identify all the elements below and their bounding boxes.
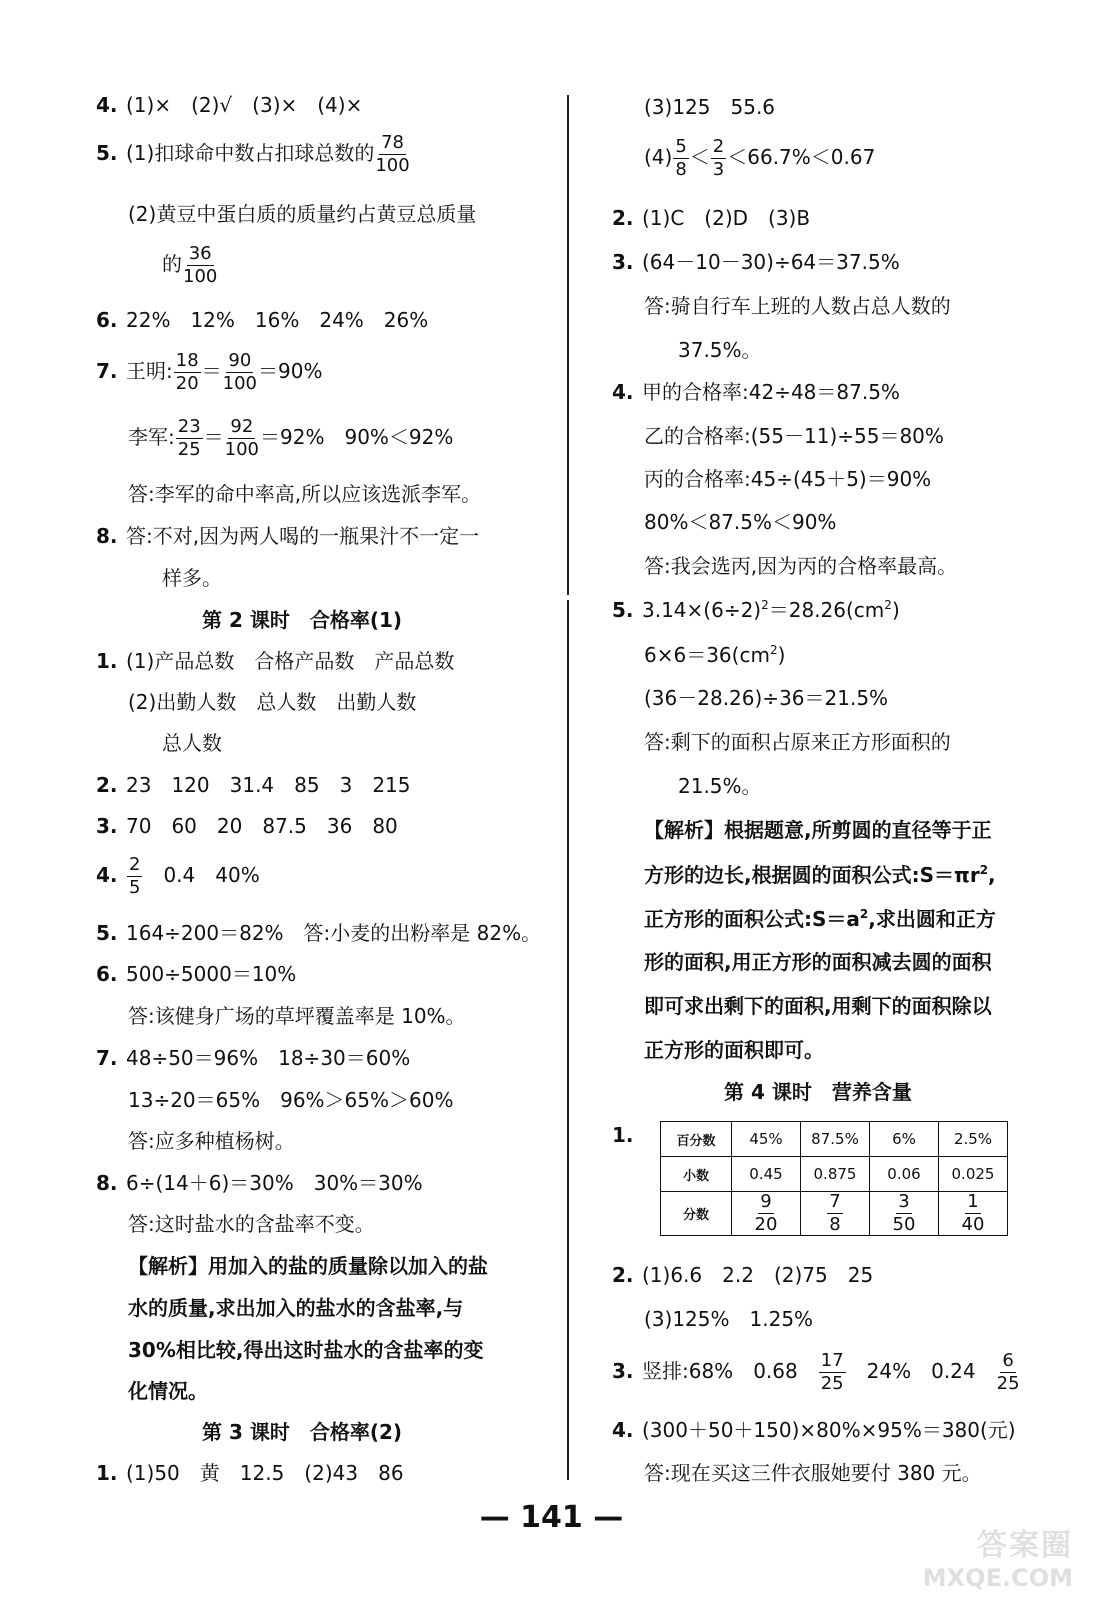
item-number: 3.: [612, 250, 634, 274]
conversion-table: [660, 1121, 1008, 1236]
fraction: $\frac{3}{50}$: [892, 1191, 916, 1235]
r4-answer-3: 3. 竖排:68% 0.68 $\frac{17}{25}$ 24% 0.24 $\frac{6}{25}$: [612, 1350, 1020, 1394]
r-analysis-line-3: 正方形的面积公式$:S=a^2$,求出圆和正方: [644, 907, 996, 931]
r-answer-5-line2: $6\times 6=36(cm^2)$: [644, 643, 786, 667]
watermark-logo: 答案圈: [977, 1528, 1073, 1563]
item-number: 2.: [612, 206, 634, 230]
r4-answer-2-line2: (3)125% 1.25%: [644, 1307, 814, 1331]
item-number: 7.: [96, 1046, 118, 1070]
item-number: 5.: [96, 921, 118, 945]
l2-answer-3: 3. 70 60 20 87.5 36 80: [96, 814, 398, 838]
l2-answer-6: 6. 500÷5000＝10%: [96, 962, 297, 986]
r-answer-5-line5: 21.5%。: [678, 774, 762, 798]
answer-5-part2-cont: [96, 245, 218, 286]
answer-4: [96, 95, 362, 115]
answer-7-line3: 答:李军的命中率高,所以应该选派李军。: [128, 482, 482, 506]
column-divider: [567, 95, 569, 595]
fraction: $\frac{90}{100}$: [222, 350, 258, 394]
item-number: 5.: [96, 141, 118, 165]
l2-answer-7: 7. 48÷50＝96% 18÷30＝60%: [96, 1046, 411, 1070]
answer-text: (1)× (2)√ (3)× (4)×: [126, 93, 363, 117]
r-analysis-line-6: 正方形的面积即可。: [644, 1038, 824, 1062]
r-answer-2: 2. (1)C (2)D (3)B: [612, 206, 811, 230]
r-answer-4-line2: 乙的合格率:(55－11)÷55＝80%: [644, 424, 944, 448]
l2-answer-1-part2-cont: 总人数: [162, 731, 222, 755]
r-answer-5-line4: 答:剩下的面积占原来正方形面积的: [644, 730, 951, 754]
item-number: 8.: [96, 1171, 118, 1195]
section-heading-lesson-2: 第 2 课时 合格率(1): [202, 608, 403, 632]
answer-7: 7. 王明: $\frac{18}{20}$ ＝ $\frac{90}{100}$ ＝90%: [96, 350, 323, 394]
answer-7-line2: 李军: $\frac{23}{25}$ ＝ $\frac{92}{100}$ ＝92% 90%＜92%: [128, 416, 454, 460]
column-divider: [567, 600, 569, 1480]
item-number: 4.: [612, 1418, 634, 1442]
r-analysis-line-4: 形的面积,用正方形的面积减去圆的面积: [644, 950, 992, 974]
fraction: $\frac{6}{25}$: [996, 1350, 1020, 1394]
answer-text: 的: [162, 252, 182, 276]
fraction: $\frac{5}{8}$: [675, 136, 687, 180]
r-analysis-line-2: 方形的边长,根据圆的面积公式$:S=\pi r^2$,: [644, 863, 996, 887]
fraction: $\frac{18}{20}$: [175, 350, 199, 394]
l2-answer-4: 4. $\frac{2}{5}$ 0.4 40%: [96, 854, 260, 898]
l2-answer-2: 2. 23 120 31.4 85 3 215: [96, 773, 411, 797]
fraction: $\frac{1}{40}$: [961, 1191, 985, 1235]
answer-5-part2: [96, 204, 476, 224]
answer-text: 22% 12% 16% 24% 26%: [126, 308, 429, 332]
l2-answer-1-part2: (2)出勤人数 总人数 出勤人数: [128, 690, 417, 714]
analysis-line-1: 【解析】用加入的盐的质量除以加入的盐: [128, 1254, 488, 1278]
r-answer-4: 4. 甲的合格率:42÷48＝87.5%: [612, 380, 900, 404]
item-number: 3.: [612, 1359, 634, 1383]
item-number: 2.: [96, 773, 118, 797]
l2-answer-1: 1. (1)产品总数 合格产品数 产品总数: [96, 649, 455, 673]
r-answer-4-line4: 80%＜87.5%＜90%: [644, 510, 837, 534]
l2-answer-8-line2: 答:这时盐水的含盐率不变。: [128, 1212, 375, 1236]
item-number: 1.: [96, 649, 118, 673]
item-number: 3.: [96, 814, 118, 838]
item-number: 8.: [96, 524, 118, 548]
fraction: $\frac{36}{100}$: [183, 243, 218, 287]
r4-answer-2: 2. (1)6.6 2.2 (2)75 25: [612, 1263, 874, 1287]
item-number: 6.: [96, 308, 118, 332]
r-answer-1-part3: (3)125 55.6: [644, 95, 776, 119]
item-number: 1.: [96, 1461, 118, 1485]
answer-5: [96, 134, 411, 175]
item-number: 1.: [612, 1123, 634, 1147]
item-number: 4.: [96, 863, 118, 887]
fraction: $\frac{2}{3}$: [712, 136, 725, 180]
r-answer-5: 5. $3.14\times(6\div 2)^2=28.26(cm^2)$: [612, 598, 900, 622]
page-number: — 141 —: [479, 1500, 624, 1535]
fraction: $\frac{2}{5}$: [129, 854, 141, 898]
item-number: 5.: [612, 598, 634, 622]
r-answer-3: 3. (64－10－30)÷64＝37.5%: [612, 250, 900, 274]
r-answer-5-line3: (36－28.26)÷36＝21.5%: [644, 686, 889, 710]
table-row: 百分数 45% 87.5% 6% 2.5%: [661, 1122, 1008, 1157]
item-number: 4.: [612, 380, 634, 404]
r-answer-4-line3: 丙的合格率:45÷(45＋5)＝90%: [644, 467, 932, 491]
r-analysis-line-5: 即可求出剩下的面积,用剩下的面积除以: [644, 994, 992, 1018]
item-number: 6.: [96, 962, 118, 986]
analysis-line-2: 水的质量,求出加入的盐水的含盐率,与: [128, 1296, 464, 1320]
item-number: 2.: [612, 1263, 634, 1287]
r-answer-1-part4: (4) $\frac{5}{8}$ ＜ $\frac{2}{3}$ ＜66.7%＜0.67: [644, 136, 876, 180]
fraction: $\frac{78}{100}$: [375, 132, 410, 176]
section-heading-lesson-3: 第 3 课时 合格率(2): [202, 1420, 403, 1444]
r-answer-3-line2: 答:骑自行车上班的人数占总人数的: [644, 294, 951, 318]
analysis-line-3: 30%相比较,得出这时盐水的含盐率的变: [128, 1338, 484, 1362]
l2-answer-8: 8. 6÷(14＋6)＝30% 30%＝30%: [96, 1171, 423, 1195]
r-answer-3-line3: 37.5%。: [678, 338, 762, 362]
r-answer-4-line5: 答:我会选丙,因为丙的合格率最高。: [644, 554, 958, 578]
fraction: $\frac{9}{20}$: [754, 1191, 778, 1235]
item-number: 7.: [96, 359, 118, 383]
answer-6: [96, 310, 428, 330]
section-heading-lesson-4: 第 4 课时 营养含量: [724, 1080, 912, 1104]
r4-answer-4-line2: 答:现在买这三件衣服她要付 380 元。: [644, 1461, 982, 1485]
answer-8-cont: 样多。: [162, 566, 222, 590]
fraction: $\frac{23}{25}$: [177, 416, 201, 460]
answer-text: (1)扣球命中数占扣球总数的: [126, 141, 375, 165]
l2-answer-5: 5. 164÷200＝82% 答:小麦的出粉率是 82%。: [96, 921, 542, 945]
table-row: 分数 $\frac{9}{20}$ $\frac{7}{8}$ $\frac{3}{50}$ $\frac{1}{40}$: [661, 1192, 1008, 1236]
l2-answer-7-line2: 13÷20＝65% 96%＞65%＞60%: [128, 1088, 454, 1112]
fraction: $\frac{92}{100}$: [224, 416, 260, 460]
r4-answer-4: 4. (300＋50＋150)×80%×95%＝380(元): [612, 1418, 1016, 1442]
l2-answer-7-line3: 答:应多种植杨树。: [128, 1129, 295, 1153]
r-analysis-line-1: 【解析】根据题意,所剪圆的直径等于正: [644, 818, 992, 842]
l3-answer-1: 1. (1)50 黄 12.5 (2)43 86: [96, 1461, 404, 1485]
fraction: $\frac{17}{25}$: [820, 1350, 844, 1394]
fraction: $\frac{7}{8}$: [829, 1191, 841, 1235]
item-number: 4.: [96, 93, 118, 117]
l2-answer-6-line2: 答:该健身广场的草坪覆盖率是 10%。: [128, 1004, 466, 1028]
watermark-url: MXQE.COM: [922, 1564, 1073, 1592]
table-row: 小数 0.45 0.875 0.06 0.025: [661, 1157, 1008, 1192]
analysis-line-4: 化情况。: [128, 1379, 208, 1403]
r4-answer-1: [612, 1125, 642, 1145]
answer-text: (2)黄豆中蛋白质的质量约占黄豆总质量: [128, 202, 477, 226]
answer-8: 8. 答:不对,因为两人喝的一瓶果汁不一定一: [96, 524, 480, 548]
